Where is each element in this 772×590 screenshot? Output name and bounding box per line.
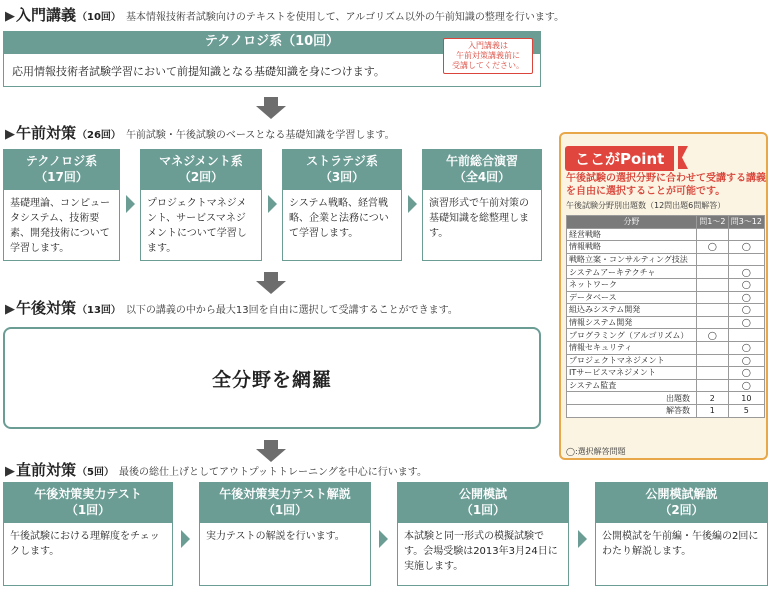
am-card-text: プロジェクトマネジメント、サービスマネジメントについて学習します。 — [147, 198, 247, 254]
table-cell-q3: ◯ — [728, 379, 764, 392]
table-cell-q3: ◯ — [728, 241, 764, 254]
am-count: （26回） — [77, 130, 121, 141]
table-row — [567, 304, 765, 317]
intro-heading — [5, 4, 564, 25]
final-card-body — [3, 522, 173, 586]
table-cell-field: 経営戦略 — [567, 228, 697, 241]
table-cell-q1 — [697, 291, 729, 304]
table-cell-q3: ◯ — [728, 354, 764, 367]
am-card-name: ストラテジ系 — [306, 154, 378, 168]
table-cell-q1 — [697, 316, 729, 329]
table-cell-q3 — [728, 329, 764, 342]
intro-note-line: 午前対策講義前に — [456, 51, 520, 60]
total-q3: 10 — [728, 392, 764, 405]
intro-note-line: 入門講義は — [468, 41, 508, 50]
table-cell-field: プログラミング（アルゴリズム） — [567, 329, 697, 342]
final-card-header — [397, 482, 569, 522]
am-card-name: 午前総合演習 — [445, 154, 518, 168]
answer-q3: 5 — [728, 404, 764, 417]
table-cell-q1 — [697, 278, 729, 291]
am-card-name: テクノロジ系 — [25, 154, 98, 168]
am-desc: 午前試験・午後試験のベースとなる基礎知識を学習します。 — [125, 130, 395, 141]
intro-box-header: テクノロジ系（10回） — [3, 31, 541, 53]
answer-label: 解答数 — [567, 404, 697, 417]
point-panel — [559, 132, 768, 460]
final-card-text: 午後試験における理解度をチェックします。 — [10, 531, 160, 557]
table-cell-q1 — [697, 354, 729, 367]
table-cell-q3: ◯ — [728, 316, 764, 329]
triangle-bullet-icon: ▶ — [5, 464, 15, 479]
col-q3: 問3～12 — [728, 216, 764, 229]
am-card-body — [282, 189, 402, 261]
final-heading — [5, 459, 427, 480]
am-card-body — [140, 189, 262, 261]
right-arrow-icon — [408, 195, 417, 213]
table-cell-field: 情報戦略 — [567, 241, 697, 254]
table-row — [567, 253, 765, 266]
table-cell-field: ネットワーク — [567, 278, 697, 291]
final-card-header — [3, 482, 173, 522]
am-card-body — [422, 189, 542, 261]
table-cell-q3: ◯ — [728, 304, 764, 317]
final-title: 直前対策 — [16, 461, 77, 479]
point-title: ここがPoint — [565, 146, 674, 171]
col-q1: 問1～2 — [697, 216, 729, 229]
table-cell-q3 — [728, 253, 764, 266]
table-row — [567, 241, 765, 254]
table-cell-field: 戦略立案・コンサルティング技法 — [567, 253, 697, 266]
am-heading — [5, 122, 395, 143]
final-card-header — [595, 482, 768, 522]
pm-box-text: 全分野を網羅 — [211, 368, 332, 391]
table-cell-q1: ◯ — [697, 241, 729, 254]
down-arrow-icon — [256, 97, 286, 119]
table-row — [567, 228, 765, 241]
final-card-name: 公開模試 — [458, 487, 507, 501]
down-arrow-icon — [256, 272, 286, 294]
table-cell-field: システム監査 — [567, 379, 697, 392]
final-desc: 最後の総仕上げとしてアウトプットトレーニングを中心に行います。 — [118, 467, 427, 478]
am-card-count: （全4回） — [453, 170, 511, 184]
point-legend: ◯:選択解答問題 — [566, 447, 626, 456]
intro-count: （10回） — [77, 12, 121, 23]
pm-heading — [5, 297, 458, 318]
table-row — [567, 367, 765, 380]
am-card-name: マネジメント系 — [159, 154, 243, 168]
table-cell-field: 情報セキュリティ — [567, 341, 697, 354]
am-card-header — [140, 149, 262, 189]
final-card-body — [595, 522, 768, 586]
intro-note — [443, 38, 533, 74]
final-card-name: 公開模試解説 — [645, 487, 718, 501]
table-answer-row — [567, 404, 765, 417]
final-card-text: 公開模試を午前編・午後編の2回にわたり解説します。 — [602, 531, 759, 557]
final-card-header — [199, 482, 371, 522]
intro-desc: 基本情報技術者試験向けのテキストを使用して、アルゴリズム以外の午前知識の整理を行います。 — [125, 12, 565, 23]
table-row — [567, 329, 765, 342]
am-card-text: 基礎理論、コンピュータシステム、技術要素、開発技術について学習します。 — [10, 198, 110, 254]
final-card-name: 午後対策実力テスト解説 — [219, 487, 351, 501]
am-card-text: システム戦略、経営戦略、企業と法務について学習します。 — [289, 198, 389, 239]
table-cell-q1 — [697, 304, 729, 317]
pm-count: （13回） — [77, 305, 121, 316]
right-arrow-icon — [126, 195, 135, 213]
final-card-body — [199, 522, 371, 586]
table-total-row — [567, 392, 765, 405]
table-cell-field: ITサービスマネジメント — [567, 367, 697, 380]
final-card-name: 午後対策実力テスト — [34, 487, 142, 501]
table-row — [567, 316, 765, 329]
intro-note-line: 受講してください。 — [452, 61, 524, 70]
right-arrow-icon — [268, 195, 277, 213]
table-cell-field: 情報システム開発 — [567, 316, 697, 329]
intro-box-text: 応用情報技術者試験学習において前提知識となる基礎知識を身につけます。 — [12, 65, 385, 78]
final-card-text: 本試験と同一形式の模擬試験です。会場受験は2013年3月24日に実施します。 — [404, 531, 558, 572]
answer-q1: 1 — [697, 404, 729, 417]
table-cell-q3: ◯ — [728, 367, 764, 380]
table-cell-q3 — [728, 228, 764, 241]
pm-desc: 以下の講義の中から最大13回を自由に選択して受講することができます。 — [125, 305, 458, 316]
table-cell-q3: ◯ — [728, 341, 764, 354]
table-row — [567, 291, 765, 304]
table-cell-q1 — [697, 228, 729, 241]
table-cell-field: 組込みシステム開発 — [567, 304, 697, 317]
table-cell-field: プロジェクトマネジメント — [567, 354, 697, 367]
right-arrow-icon — [181, 530, 190, 548]
triangle-bullet-icon: ▶ — [5, 127, 15, 142]
table-cell-q1 — [697, 367, 729, 380]
table-cell-q1 — [697, 379, 729, 392]
am-card-header — [422, 149, 542, 189]
final-card-count: （1回） — [65, 503, 111, 517]
am-title: 午前対策 — [16, 124, 77, 142]
flag-tail-icon — [678, 146, 688, 169]
triangle-bullet-icon: ▶ — [5, 9, 15, 24]
am-card-text: 演習形式で午前対策の基礎知識を総整理します。 — [429, 198, 529, 239]
table-cell-q1 — [697, 253, 729, 266]
am-card-count: （3回） — [319, 170, 365, 184]
right-arrow-icon — [379, 530, 388, 548]
am-card-header — [282, 149, 402, 189]
final-count: （5回） — [77, 467, 114, 478]
table-cell-q3: ◯ — [728, 291, 764, 304]
table-cell-q1: ◯ — [697, 329, 729, 342]
table-row — [567, 341, 765, 354]
pm-title: 午後対策 — [16, 299, 77, 317]
am-card-header — [3, 149, 120, 189]
final-card-count: （1回） — [460, 503, 506, 517]
pm-box — [3, 327, 541, 429]
point-table — [566, 215, 765, 418]
col-field: 分野 — [567, 216, 697, 229]
table-row — [567, 266, 765, 279]
am-card-count: （2回） — [178, 170, 224, 184]
final-card-count: （1回） — [262, 503, 308, 517]
triangle-bullet-icon: ▶ — [5, 302, 15, 317]
table-header-row — [567, 216, 765, 229]
table-cell-q1 — [697, 266, 729, 279]
final-card-body — [397, 522, 569, 586]
table-row — [567, 278, 765, 291]
table-cell-q3: ◯ — [728, 278, 764, 291]
table-cell-q1 — [697, 341, 729, 354]
table-cell-field: システムアーキテクチャ — [567, 266, 697, 279]
am-card-body — [3, 189, 120, 261]
right-arrow-icon — [578, 530, 587, 548]
point-sub: 午後試験分野別出題数（12問出題6問解答） — [566, 201, 726, 210]
am-card-count: （17回） — [35, 170, 88, 184]
table-row — [567, 379, 765, 392]
table-cell-q3: ◯ — [728, 266, 764, 279]
final-card-text: 実力テストの解説を行います。 — [206, 531, 345, 542]
intro-title: 入門講義 — [16, 6, 77, 24]
final-card-count: （2回） — [659, 503, 704, 517]
point-lead: 午後試験の選択分野に合わせて受講する講義を自由に選択することが可能です。 — [566, 173, 766, 197]
table-row — [567, 354, 765, 367]
total-q1: 2 — [697, 392, 729, 405]
table-cell-field: データベース — [567, 291, 697, 304]
total-label: 出題数 — [567, 392, 697, 405]
